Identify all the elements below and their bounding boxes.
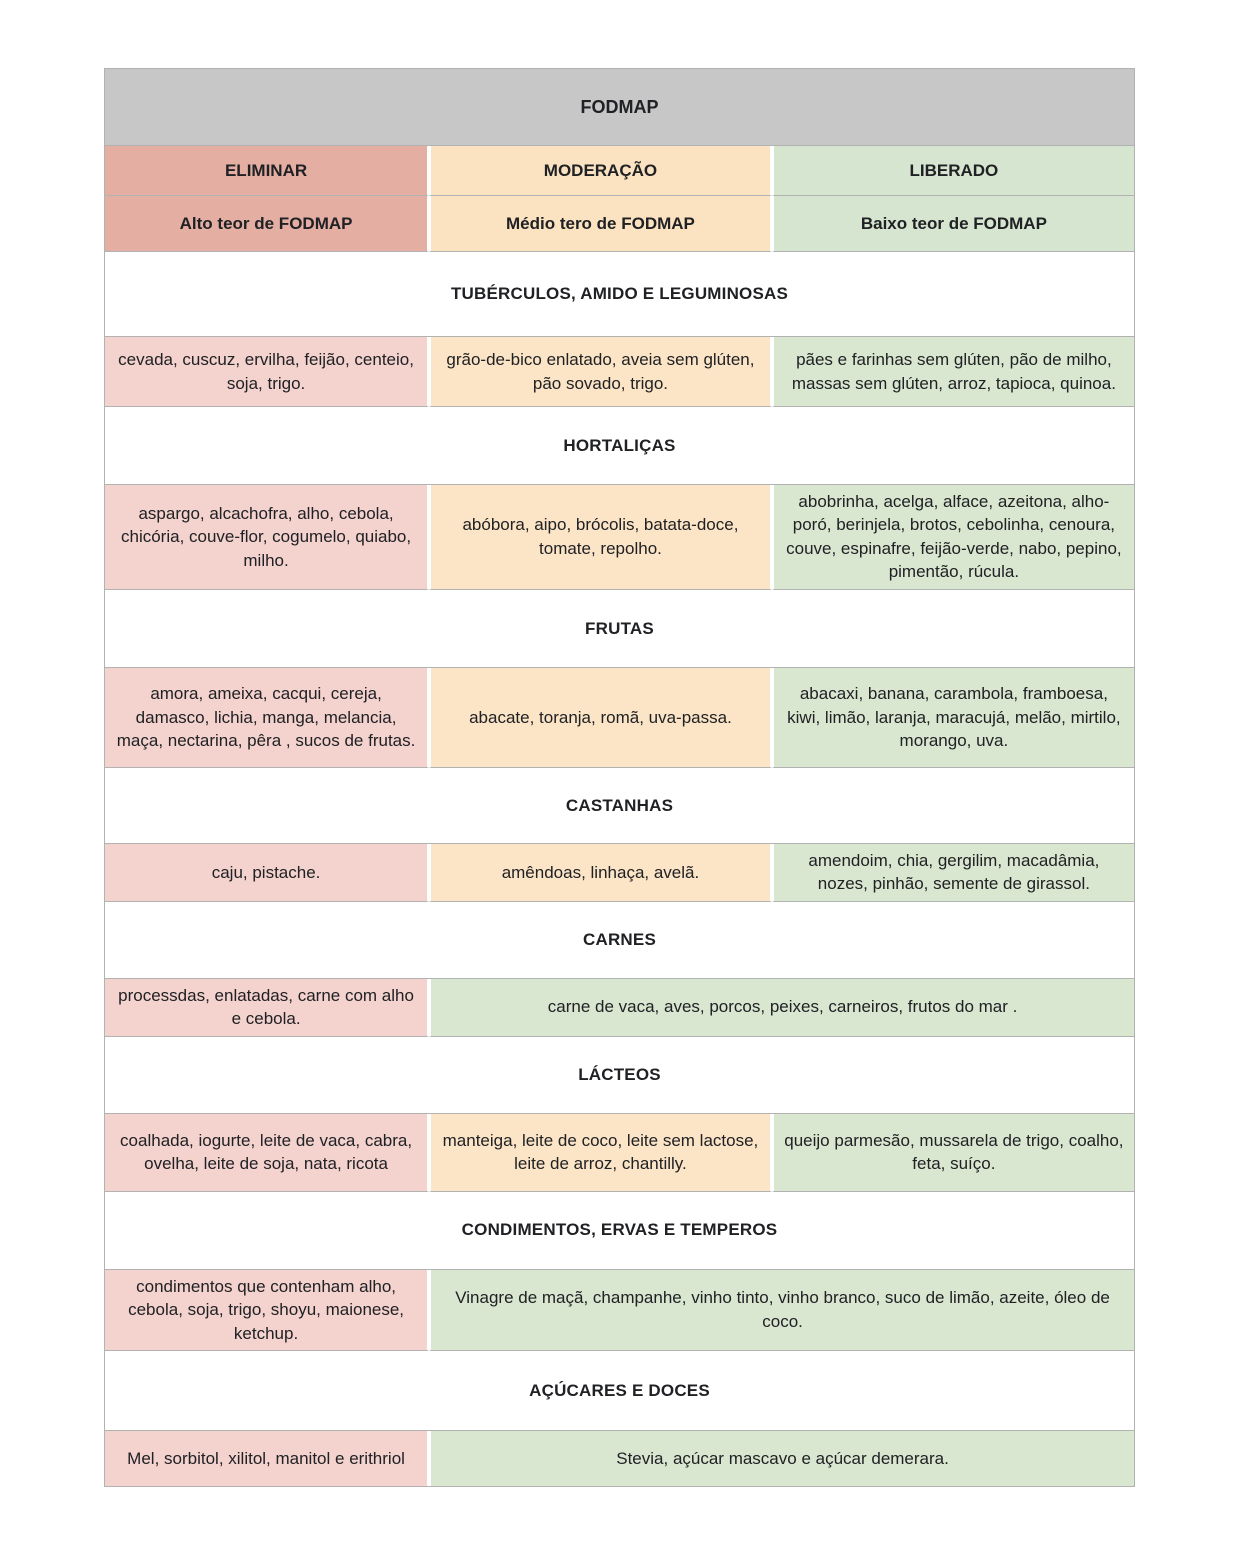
cell-liberado: Vinagre de maçã, champanhe, vinho tinto, vinho branco, suco de limão, azeite, óleo de coco. — [429, 1270, 1134, 1351]
cell-eliminar: processdas, enlatadas, carne com alho e cebola. — [105, 979, 429, 1037]
cell-moderacao: abóbora, aipo, brócolis, batata-doce, tomate, repolho. — [429, 485, 772, 590]
column-subheader-moderacao: Médio tero de FODMAP — [429, 196, 772, 252]
section-row — [105, 252, 1134, 337]
section-title: TUBÉRCULOS, AMIDO E LEGUMINOSAS — [105, 252, 1134, 337]
cell-eliminar: amora, ameixa, cacqui, cereja, damasco, lichia, manga, melancia, maça, nectarina, pêra , sucos de frutas. — [105, 668, 429, 768]
table-row — [105, 1431, 1134, 1486]
cell-liberado: amendoim, chia, gergilim, macadâmia, nozes, pinhão, semente de girassol. — [772, 844, 1134, 902]
table-row — [105, 337, 1134, 407]
cell-liberado: queijo parmesão, mussarela de trigo, coalho, feta, suíço. — [772, 1114, 1134, 1192]
cell-liberado: carne de vaca, aves, porcos, peixes, carneiros, frutos do mar . — [429, 979, 1134, 1037]
section-title: CONDIMENTOS, ERVAS E TEMPEROS — [105, 1192, 1134, 1270]
table-title: FODMAP — [105, 69, 1134, 146]
cell-liberado: pães e farinhas sem glúten, pão de milho, massas sem glúten, arroz, tapioca, quinoa. — [772, 337, 1134, 407]
cell-liberado: abacaxi, banana, carambola, framboesa, kiwi, limão, laranja, maracujá, melão, mirtilo, morango, uva. — [772, 668, 1134, 768]
section-title: FRUTAS — [105, 590, 1134, 668]
section-title: CASTANHAS — [105, 768, 1134, 844]
section-row — [105, 1192, 1134, 1270]
table-row — [105, 979, 1134, 1037]
section-row — [105, 902, 1134, 979]
cell-eliminar: aspargo, alcachofra, alho, cebola, chicória, couve-flor, cogumelo, quiabo, milho. — [105, 485, 429, 590]
section-row — [105, 1037, 1134, 1114]
column-header-eliminar: ELIMINAR — [105, 146, 429, 196]
table-row — [105, 1114, 1134, 1192]
table-title-row — [105, 69, 1134, 146]
column-subheader-row — [105, 196, 1134, 252]
column-header-liberado: LIBERADO — [772, 146, 1134, 196]
section-row — [105, 407, 1134, 485]
column-subheader-liberado: Baixo teor de FODMAP — [772, 196, 1134, 252]
table-row — [105, 1270, 1134, 1351]
cell-eliminar: condimentos que contenham alho, cebola, soja, trigo, shoyu, maionese, ketchup. — [105, 1270, 429, 1351]
cell-moderacao: manteiga, leite de coco, leite sem lactose, leite de arroz, chantilly. — [429, 1114, 772, 1192]
cell-eliminar: coalhada, iogurte, leite de vaca, cabra, ovelha, leite de soja, nata, ricota — [105, 1114, 429, 1192]
cell-moderacao: amêndoas, linhaça, avelã. — [429, 844, 772, 902]
fodmap-table — [104, 68, 1135, 1487]
section-title: LÁCTEOS — [105, 1037, 1134, 1114]
section-title: AÇÚCARES E DOCES — [105, 1351, 1134, 1431]
section-row — [105, 590, 1134, 668]
table-row — [105, 668, 1134, 768]
cell-eliminar: cevada, cuscuz, ervilha, feijão, centeio, soja, trigo. — [105, 337, 429, 407]
column-header-moderacao: MODERAÇÃO — [429, 146, 772, 196]
section-row — [105, 1351, 1134, 1431]
cell-moderacao: abacate, toranja, romã, uva-passa. — [429, 668, 772, 768]
table-row — [105, 485, 1134, 590]
cell-liberado: abobrinha, acelga, alface, azeitona, alho-poró, berinjela, brotos, cebolinha, cenoura, couve, espinafre, feijão-verde, nabo, pepino, pimentão, rúcula. — [772, 485, 1134, 590]
column-header-row — [105, 146, 1134, 196]
cell-eliminar: Mel, sorbitol, xilitol, manitol e erithriol — [105, 1431, 429, 1486]
section-title: HORTALIÇAS — [105, 407, 1134, 485]
section-row — [105, 768, 1134, 844]
table-row — [105, 844, 1134, 902]
cell-moderacao: grão-de-bico enlatado, aveia sem glúten, pão sovado, trigo. — [429, 337, 772, 407]
column-subheader-eliminar: Alto teor de FODMAP — [105, 196, 429, 252]
cell-liberado: Stevia, açúcar mascavo e açúcar demerara. — [429, 1431, 1134, 1486]
section-title: CARNES — [105, 902, 1134, 979]
cell-eliminar: caju, pistache. — [105, 844, 429, 902]
